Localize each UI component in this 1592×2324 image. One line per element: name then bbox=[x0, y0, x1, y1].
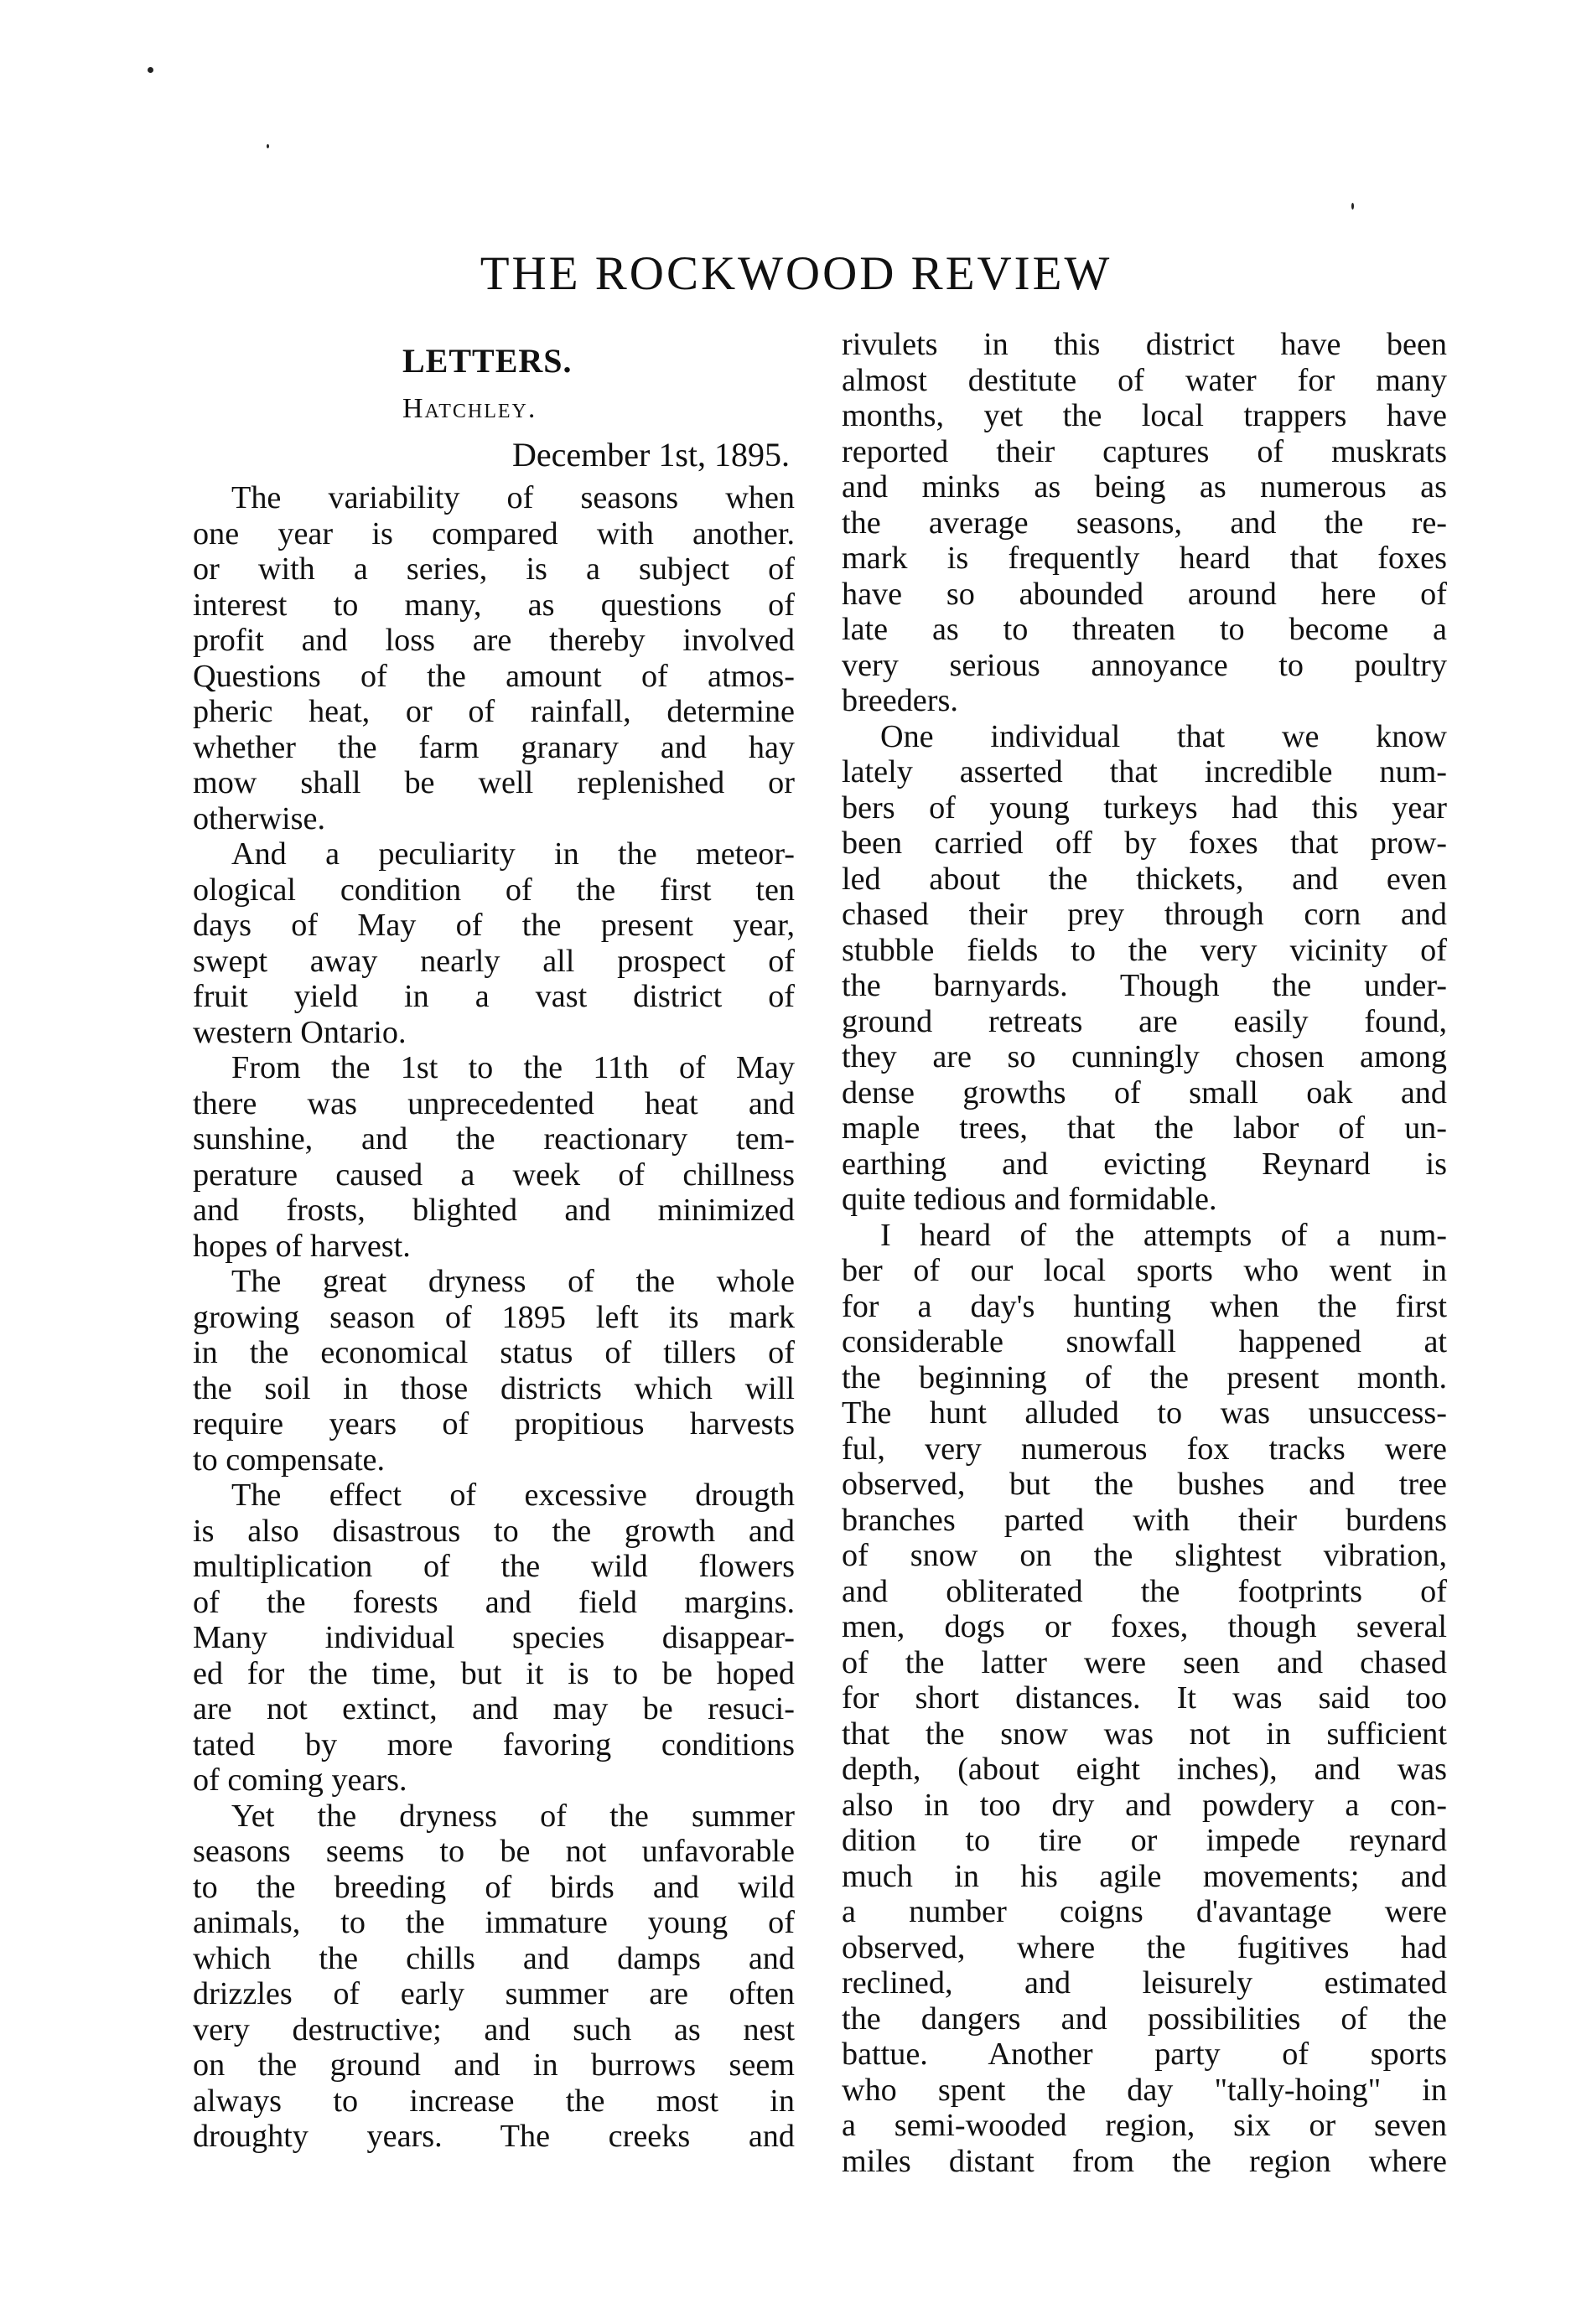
text-line: ground retreats are easily found, bbox=[842, 1003, 1447, 1039]
text-line: that the snow was not in sufficient bbox=[842, 1716, 1447, 1752]
text-line: the soil in those districts which will bbox=[193, 1370, 795, 1406]
text-line: Questions of the amount of atmos- bbox=[193, 658, 795, 694]
text-line: or with a series, is a subject of bbox=[193, 551, 795, 587]
text-line: The hunt alluded to was unsuccess- bbox=[842, 1395, 1447, 1431]
text-line: dition to tire or impede reynard bbox=[842, 1823, 1447, 1858]
text-line: months, yet the local trappers have bbox=[842, 398, 1447, 433]
text-line: Many individual species disappear- bbox=[193, 1620, 795, 1655]
text-line: depth, (about eight inches), and was bbox=[842, 1752, 1447, 1787]
text-line: ful, very numerous fox tracks were bbox=[842, 1431, 1447, 1467]
text-line: multiplication of the wild flowers bbox=[193, 1549, 795, 1584]
text-line: almost destitute of water for many bbox=[842, 362, 1447, 398]
text-line: From the 1st to the 11th of May bbox=[231, 1050, 795, 1085]
text-line: been carried off by foxes that prow- bbox=[842, 826, 1447, 861]
text-line: for a day's hunting when the first bbox=[842, 1288, 1447, 1324]
letter-date: December 1st, 1895. bbox=[511, 436, 790, 474]
left-column-text bbox=[193, 480, 795, 2155]
page-header-title: THE ROCKWOOD REVIEW bbox=[480, 247, 1112, 300]
text-line: they are so cunningly chosen among bbox=[842, 1039, 1447, 1074]
text-line: of the forests and field margins. bbox=[193, 1584, 795, 1620]
text-line: maple trees, that the labor of un- bbox=[842, 1110, 1447, 1146]
text-line: men, dogs or foxes, though several bbox=[842, 1609, 1447, 1644]
text-line: dense growths of small oak and bbox=[842, 1074, 1447, 1110]
text-line: Yet the dryness of the summer bbox=[231, 1798, 795, 1834]
text-line: interest to many, as questions of bbox=[193, 587, 795, 623]
text-line: western Ontario. bbox=[193, 1014, 407, 1050]
text-line: ological condition of the first ten bbox=[193, 872, 795, 908]
text-line: who spent the day "tally-hoing" in bbox=[842, 2072, 1447, 2108]
text-line: observed, but the bushes and tree bbox=[842, 1467, 1447, 1502]
text-line: considerable snowfall happened at bbox=[842, 1324, 1447, 1359]
text-line: much in his agile movements; and bbox=[842, 1858, 1447, 1894]
text-line: hopes of harvest. bbox=[193, 1228, 411, 1264]
text-line: a number coigns d'avantage were bbox=[842, 1894, 1447, 1929]
text-line: very serious annoyance to poultry bbox=[842, 647, 1447, 683]
text-line: The effect of excessive drougth bbox=[231, 1478, 795, 1513]
text-line: earthing and evicting Reynard is bbox=[842, 1146, 1447, 1182]
text-line: of snow on the slightest vibration, bbox=[842, 1538, 1447, 1573]
text-line: sunshine, and the reactionary tem- bbox=[193, 1121, 795, 1157]
right-column-text bbox=[842, 327, 1447, 2179]
text-line: reported their captures of muskrats bbox=[842, 433, 1447, 469]
text-line: of coming years. bbox=[193, 1762, 407, 1798]
text-line: droughty years. The creeks and bbox=[193, 2119, 795, 2154]
text-line: chased their prey through corn and bbox=[842, 897, 1447, 932]
right-column bbox=[842, 327, 1447, 2179]
text-line: led about the thickets, and even bbox=[842, 861, 1447, 897]
text-line: a semi-wooded region, six or seven bbox=[842, 2108, 1447, 2143]
text-line: lately asserted that incredible num- bbox=[842, 754, 1447, 789]
text-line: growing season of 1895 left its mark bbox=[193, 1299, 795, 1335]
text-line: breeders. bbox=[842, 683, 958, 718]
text-line: the dangers and possibilities of the bbox=[842, 2001, 1447, 2037]
text-line: to the breeding of birds and wild bbox=[193, 1869, 795, 1905]
text-line: also in too dry and powdery a con- bbox=[842, 1787, 1447, 1823]
letter-place: Hatchley. bbox=[402, 393, 537, 424]
text-line: very destructive; and such as nest bbox=[193, 2011, 795, 2047]
text-line: otherwise. bbox=[193, 800, 326, 836]
text-line: profit and loss are thereby involved bbox=[193, 623, 795, 658]
text-line: is also disastrous to the growth and bbox=[193, 1513, 795, 1549]
text-line: and minks as being as numerous as bbox=[842, 469, 1447, 505]
text-line: The variability of seasons when bbox=[231, 480, 795, 515]
text-line: I heard of the attempts of a num- bbox=[880, 1217, 1447, 1253]
text-line: have so abounded around here of bbox=[842, 576, 1447, 612]
text-line: one year is compared with another. bbox=[193, 515, 795, 551]
text-line: stubble fields to the very vicinity of bbox=[842, 932, 1447, 968]
ink-speck bbox=[267, 144, 269, 148]
text-line: require years of propitious harvests bbox=[193, 1406, 795, 1442]
text-line: reclined, and leisurely estimated bbox=[842, 1965, 1447, 2001]
text-line: rivulets in this district have been bbox=[842, 327, 1447, 362]
text-line: observed, where the fugitives had bbox=[842, 1929, 1447, 1965]
text-line: and obliterated the footprints of bbox=[842, 1573, 1447, 1609]
text-line: the barnyards. Though the under- bbox=[842, 968, 1447, 1003]
text-line: fruit yield in a vast district of bbox=[193, 979, 795, 1014]
text-line: The great dryness of the whole bbox=[231, 1264, 795, 1299]
text-line: to compensate. bbox=[193, 1442, 386, 1478]
text-line: days of May of the present year, bbox=[193, 908, 795, 943]
text-line: drizzles of early summer are often bbox=[193, 1976, 795, 2011]
text-line: ed for the time, but it is to be hoped bbox=[193, 1655, 795, 1691]
text-line: seasons seems to be not unfavorable bbox=[193, 1834, 795, 1869]
text-line: there was unprecedented heat and bbox=[193, 1085, 795, 1121]
text-line: mark is frequently heard that foxes bbox=[842, 541, 1447, 576]
text-line: quite tedious and formidable. bbox=[842, 1182, 1217, 1217]
section-heading: LETTERS. bbox=[402, 342, 573, 380]
text-line: and frosts, blighted and minimized bbox=[193, 1193, 795, 1228]
text-line: late as to threaten to become a bbox=[842, 612, 1447, 647]
text-line: on the ground and in burrows seem bbox=[193, 2047, 795, 2083]
ink-speck bbox=[1351, 203, 1354, 210]
left-column bbox=[193, 339, 795, 2155]
text-line: miles distant from the region where bbox=[842, 2143, 1447, 2179]
text-line: always to increase the most in bbox=[193, 2083, 795, 2119]
text-line: swept away nearly all prospect of bbox=[193, 943, 795, 979]
text-line: bers of young turkeys had this year bbox=[842, 789, 1447, 826]
ink-speck bbox=[148, 67, 153, 73]
text-line: the average seasons, and the re- bbox=[842, 505, 1447, 541]
text-line: mow shall be well replenished or bbox=[193, 765, 795, 800]
text-line: the beginning of the present month. bbox=[842, 1359, 1447, 1395]
text-line: pheric heat, or of rainfall, determine bbox=[193, 694, 795, 729]
text-line: And a peculiarity in the meteor- bbox=[231, 836, 795, 872]
text-line: perature caused a week of chillness bbox=[193, 1157, 795, 1193]
text-line: are not extinct, and may be resuci- bbox=[193, 1691, 795, 1726]
text-line: which the chills and damps and bbox=[193, 1940, 795, 1976]
text-line: of the latter were seen and chased bbox=[842, 1644, 1447, 1680]
text-line: branches parted with their burdens bbox=[842, 1502, 1447, 1538]
text-line: One individual that we know bbox=[880, 718, 1447, 754]
text-line: tated by more favoring conditions bbox=[193, 1726, 795, 1762]
text-line: battue. Another party of sports bbox=[842, 2037, 1447, 2072]
text-line: animals, to the immature young of bbox=[193, 1905, 795, 1940]
text-line: whether the farm granary and hay bbox=[193, 729, 795, 765]
text-line: for short distances. It was said too bbox=[842, 1680, 1447, 1716]
text-line: ber of our local sports who went in bbox=[842, 1253, 1447, 1288]
text-line: in the economical status of tillers of bbox=[193, 1335, 795, 1370]
